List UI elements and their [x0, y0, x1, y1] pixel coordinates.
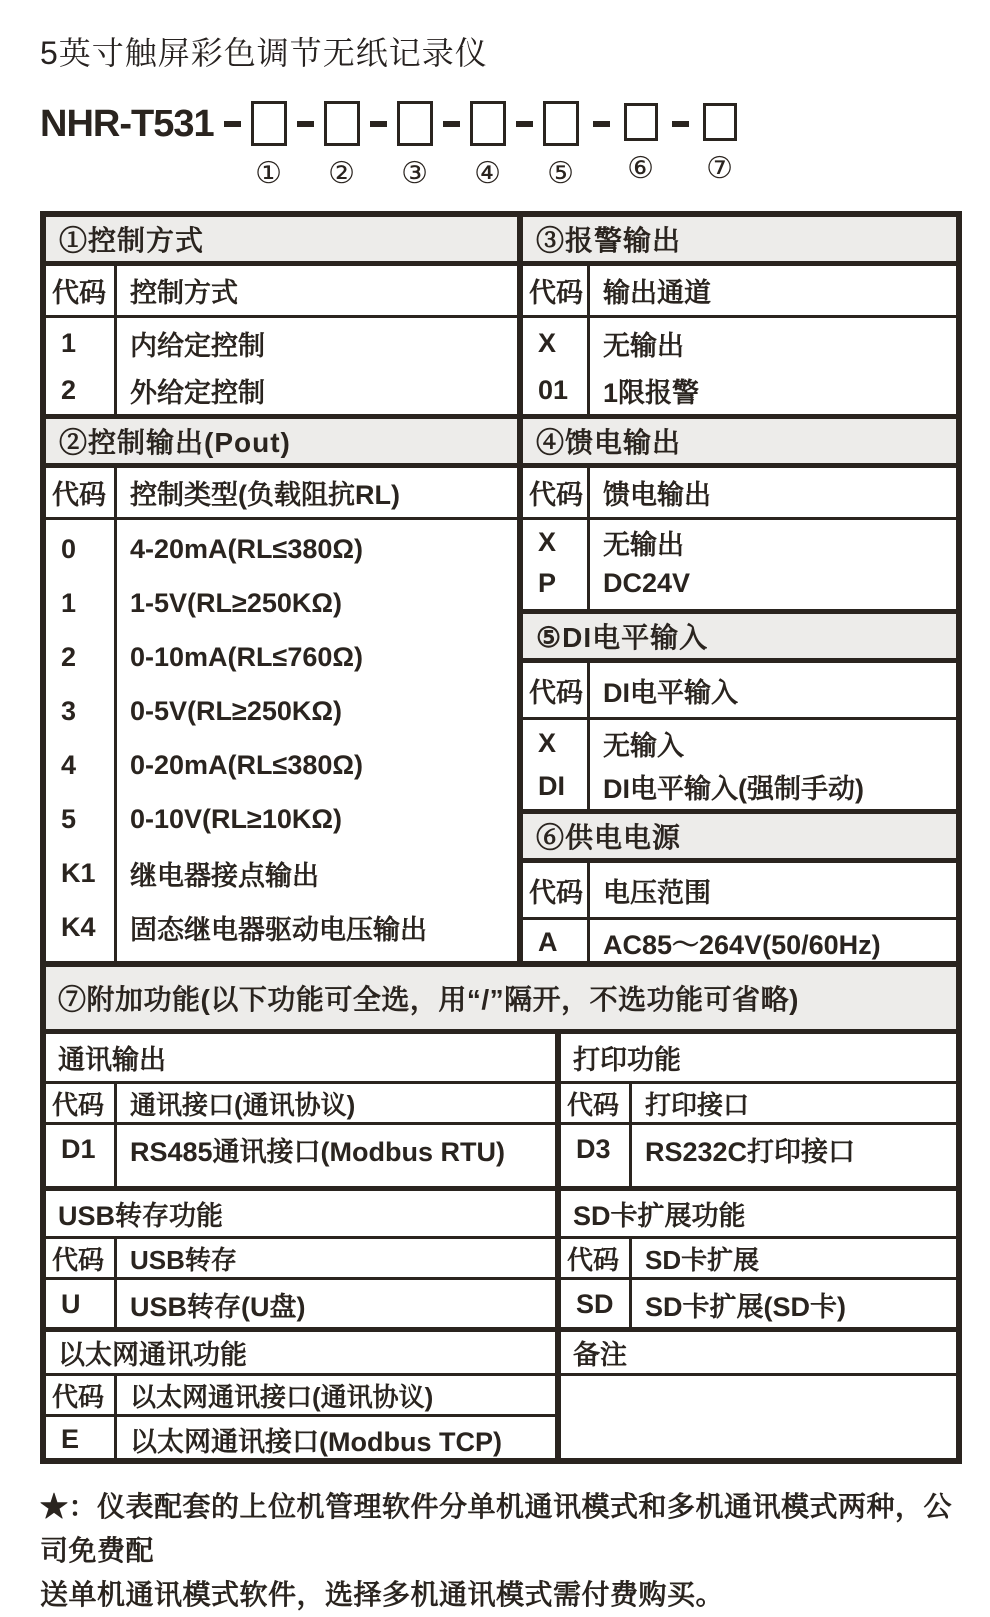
- code-cell: K4: [61, 911, 96, 942]
- code-cells: [46, 1417, 117, 1459]
- desc-column-header: USB转存: [130, 1244, 237, 1275]
- section-header: ⑥供电电源: [523, 814, 956, 863]
- code-cell: U: [61, 1288, 81, 1319]
- code-cells: [561, 1125, 632, 1186]
- model-slot-box: [251, 101, 287, 146]
- circled-number-1: ①: [255, 156, 283, 191]
- column-header-row: [46, 266, 517, 318]
- dash-separator: [672, 121, 689, 127]
- code-cells: [523, 318, 590, 414]
- data-rows: [46, 520, 517, 961]
- code-cell: 4: [61, 749, 77, 780]
- desc-cell: 0-10V(RL≥10KΩ): [130, 803, 343, 834]
- section-di-input: [523, 609, 956, 809]
- desc-cell: 无输入: [603, 731, 684, 761]
- lower-left-column: [46, 1034, 561, 1458]
- circled-number-2: ②: [328, 156, 356, 191]
- code-column-header: 代码: [561, 1084, 632, 1122]
- column-header-row: [523, 266, 956, 318]
- section-control-mode: [46, 217, 517, 414]
- footnote-line-2: 送单机通讯模式软件，选择多机通讯模式需付费购买。: [40, 1579, 725, 1610]
- code-cell: X: [538, 527, 557, 557]
- desc-column-header: 输出通道: [603, 278, 711, 308]
- desc-cell: 1-5V(RL≥250KΩ): [130, 587, 343, 618]
- desc-cell: 0-20mA(RL≤380Ω): [130, 749, 364, 780]
- model-slot-3: [397, 101, 433, 191]
- group-header: 以太网通讯功能: [46, 1332, 555, 1376]
- desc-column-header: 控制类型(负载阻抗RL): [130, 480, 400, 510]
- code-cell: 5: [61, 803, 77, 834]
- desc-cell: 外给定控制: [130, 378, 265, 408]
- code-column-header: 代码: [523, 863, 590, 917]
- desc-column-header: DI电平输入: [603, 677, 738, 708]
- section-header: ⑦附加功能(以下功能可全选，用“/”隔开，不选功能可省略): [46, 967, 956, 1034]
- section-header: ④馈电输出: [523, 419, 956, 468]
- model-slot-box: [470, 101, 506, 146]
- code-cells: [46, 520, 117, 961]
- desc-cell: RS232C打印接口: [645, 1136, 856, 1167]
- section-header: ①控制方式: [46, 217, 517, 266]
- group-print: [561, 1034, 956, 1186]
- desc-cell: 无输出: [603, 530, 684, 560]
- model-slot-box: [324, 101, 360, 146]
- code-column-header: 代码: [46, 1376, 117, 1414]
- desc-cell: SD卡扩展(SD卡): [645, 1291, 846, 1322]
- data-rows: [523, 920, 956, 963]
- data-rows: [46, 1417, 555, 1459]
- code-column-header: 代码: [523, 468, 590, 517]
- code-cell: 1: [61, 328, 77, 358]
- desc-column-header: 打印接口: [645, 1089, 750, 1120]
- section-header: ③报警输出: [523, 217, 956, 266]
- desc-column-header: 控制方式: [130, 278, 238, 308]
- code-cell: X: [538, 728, 557, 758]
- desc-cell: 内给定控制: [130, 331, 265, 361]
- desc-cells: [117, 318, 517, 414]
- code-cell: E: [61, 1423, 80, 1454]
- section-header: ②控制输出(Pout): [46, 419, 517, 468]
- desc-cell: 4-20mA(RL≤380Ω): [130, 533, 364, 564]
- dash-separator: [593, 121, 610, 127]
- code-cells: [46, 318, 117, 414]
- desc-cell: 0-10mA(RL≤760Ω): [130, 641, 364, 672]
- group-sd-card: [561, 1186, 956, 1327]
- footnote: [40, 1485, 955, 1617]
- code-cell: D3: [576, 1133, 611, 1164]
- model-slot-box: [624, 103, 658, 141]
- section-header: ⑤DI电平输入: [523, 614, 956, 663]
- code-cells: [523, 920, 590, 963]
- desc-cell: USB转存(U盘): [130, 1291, 306, 1322]
- data-rows: [523, 520, 956, 609]
- upper-left-column: [46, 217, 523, 961]
- group-usb-transfer: [46, 1186, 555, 1327]
- code-cell: K1: [61, 857, 96, 888]
- remark-empty-cell: [561, 1376, 956, 1458]
- code-column-header: 代码: [46, 1239, 117, 1277]
- code-cell: SD: [576, 1288, 614, 1319]
- model-slot-4: [470, 101, 506, 191]
- desc-cell: 继电器接点输出: [130, 860, 319, 891]
- model-slot-box: [703, 103, 737, 141]
- model-code-row: [40, 101, 990, 193]
- code-column-header: 代码: [523, 266, 590, 315]
- data-rows: [46, 318, 517, 414]
- desc-cells: [632, 1280, 956, 1327]
- desc-cell: AC85～264V(50/60Hz): [603, 930, 881, 960]
- model-slot-box: [543, 101, 579, 146]
- code-cell: P: [538, 568, 557, 598]
- desc-cells: [117, 1125, 555, 1186]
- model-prefix: NHR-T531: [40, 103, 214, 145]
- code-cells: [561, 1280, 632, 1327]
- group-header: SD卡扩展功能: [561, 1191, 956, 1239]
- circled-number-6: ⑥: [627, 151, 655, 186]
- desc-cell: DC24V: [603, 568, 691, 598]
- desc-column-header: 以太网通讯接口(通讯协议): [130, 1381, 434, 1412]
- section-power-supply: [523, 809, 956, 963]
- group-comm-output: [46, 1034, 555, 1186]
- lower-right-column: [561, 1034, 956, 1458]
- section-alarm-output: [523, 217, 956, 414]
- desc-cell: DI电平输入(强制手动): [603, 774, 864, 804]
- code-cell: 0: [61, 533, 77, 564]
- code-cells: [523, 520, 590, 609]
- data-rows: [523, 318, 956, 414]
- circled-number-3: ③: [401, 156, 429, 191]
- section-feed-output: [523, 414, 956, 609]
- desc-column-header: 通讯接口(通讯协议): [130, 1089, 356, 1120]
- page-title: 5英寸触屏彩色调节无纸记录仪: [40, 35, 488, 71]
- column-header-row: [561, 1239, 956, 1280]
- group-header: 备注: [561, 1332, 956, 1376]
- desc-cell: 无输出: [603, 331, 684, 361]
- data-rows: [561, 1125, 956, 1186]
- upper-right-column: [523, 217, 956, 961]
- desc-cell: 固态继电器驱动电压输出: [130, 914, 427, 945]
- dash-separator: [516, 121, 533, 127]
- model-slot-2: [324, 101, 360, 191]
- model-slot-6: [624, 101, 658, 186]
- dash-separator: [443, 121, 460, 127]
- code-cell: D1: [61, 1133, 96, 1164]
- column-header-row: [46, 1376, 555, 1417]
- column-header-row: [523, 663, 956, 720]
- data-rows: [46, 1280, 555, 1327]
- code-cells: [46, 1280, 117, 1327]
- code-cell: 2: [61, 375, 77, 405]
- group-remark: [561, 1327, 956, 1458]
- model-slot-box: [397, 101, 433, 146]
- dash-separator: [370, 121, 387, 127]
- desc-cells: [117, 1417, 555, 1459]
- code-column-header: 代码: [561, 1239, 632, 1277]
- upper-sections: [46, 217, 956, 961]
- model-slot-5: [543, 101, 579, 191]
- desc-cells: [117, 520, 517, 961]
- column-header-row: [46, 1084, 555, 1125]
- group-header: 打印功能: [561, 1034, 956, 1084]
- desc-column-header: 电压范围: [603, 877, 711, 908]
- desc-cell: 0-5V(RL≥250KΩ): [130, 695, 343, 726]
- desc-column-header: 馈电输出: [603, 480, 711, 510]
- code-cell: 3: [61, 695, 77, 726]
- group-ethernet: [46, 1327, 555, 1458]
- desc-column-header: SD卡扩展: [645, 1244, 760, 1275]
- code-column-header: 代码: [46, 266, 117, 315]
- column-header-row: [523, 863, 956, 920]
- desc-cells: [117, 1280, 555, 1327]
- code-cells: [523, 720, 590, 809]
- code-cell: 01: [538, 375, 569, 405]
- desc-cells: [632, 1125, 956, 1186]
- code-column-header: 代码: [46, 1084, 117, 1122]
- data-rows: [523, 720, 956, 809]
- code-cells: [46, 1125, 117, 1186]
- column-header-row: [561, 1084, 956, 1125]
- circled-number-4: ④: [474, 156, 502, 191]
- section-control-output: [46, 414, 517, 961]
- desc-cells: [590, 520, 956, 609]
- data-rows: [561, 1280, 956, 1327]
- code-cell: DI: [538, 771, 565, 801]
- group-header: 通讯输出: [46, 1034, 555, 1084]
- model-slot-7: [703, 101, 737, 186]
- column-header-row: [523, 468, 956, 520]
- code-column-header: 代码: [46, 468, 117, 517]
- desc-cells: [590, 920, 956, 963]
- column-header-row: [46, 1239, 555, 1280]
- dash-separator: [297, 121, 314, 127]
- group-header: USB转存功能: [46, 1191, 555, 1239]
- desc-cell: RS485通讯接口(Modbus RTU): [130, 1136, 506, 1167]
- circled-number-7: ⑦: [706, 151, 734, 186]
- footnote-line-1: ★：仪表配套的上位机管理软件分单机通讯模式和多机通讯模式两种，公司免费配: [40, 1491, 953, 1566]
- code-cell: 1: [61, 587, 77, 618]
- code-cell: X: [538, 328, 557, 358]
- desc-cells: [590, 318, 956, 414]
- selection-table: [40, 211, 962, 1464]
- code-cell: A: [538, 927, 558, 957]
- circled-number-5: ⑤: [547, 156, 575, 191]
- additional-functions-body: [46, 1034, 956, 1458]
- data-rows: [46, 1125, 555, 1186]
- desc-cells: [590, 720, 956, 809]
- column-header-row: [46, 468, 517, 520]
- code-cell: 2: [61, 641, 77, 672]
- code-column-header: 代码: [523, 663, 590, 717]
- model-slot-1: [251, 101, 287, 191]
- desc-cell: 以太网通讯接口(Modbus TCP): [130, 1426, 502, 1457]
- desc-cell: 1限报警: [603, 378, 700, 408]
- section-additional-functions: [46, 961, 956, 1458]
- dash-separator: [224, 121, 241, 127]
